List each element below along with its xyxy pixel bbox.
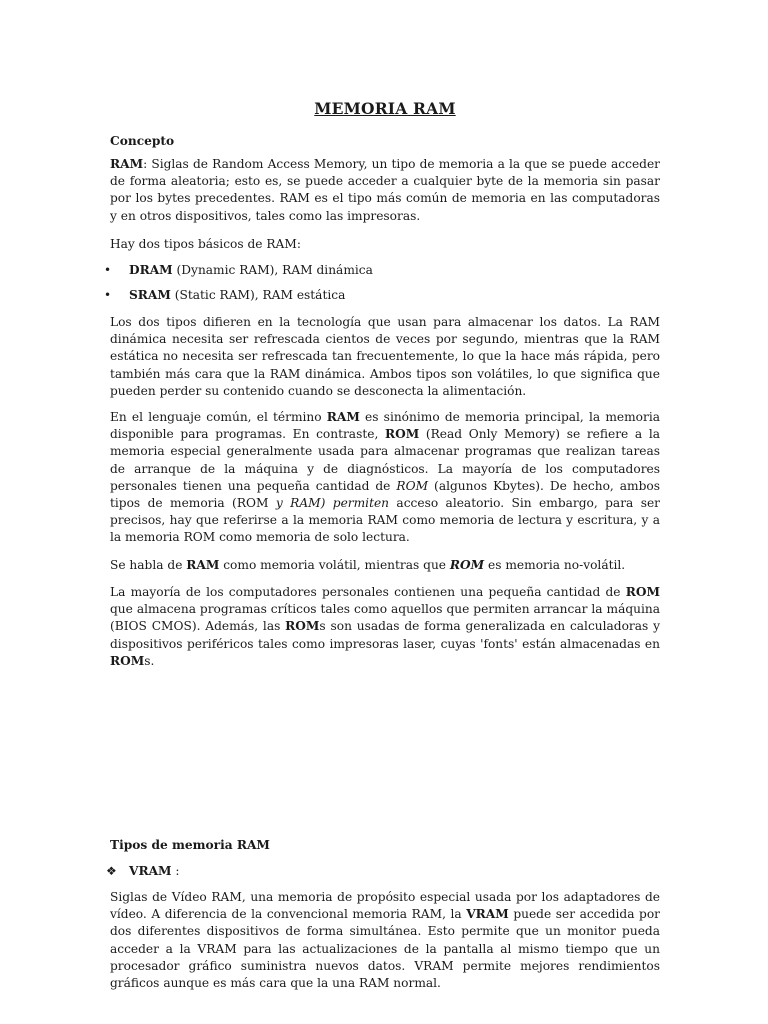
diamond-bullet-icon: ❖ <box>106 864 117 878</box>
term-rom-italic: ROM <box>396 478 429 493</box>
term-ram: RAM <box>326 410 360 424</box>
term-rom-italic: ROM <box>449 558 485 572</box>
paragraph-volatile: Se habla de RAM como memoria volátil, mientras que ROM es memoria no-volátil. <box>110 558 626 572</box>
term-rom: ROM <box>384 427 420 442</box>
term-rom: ROM <box>625 585 660 599</box>
paragraph-rom-usage: La mayoría de los computadores personales contienen una pequeña cantidad de ROM que almacena programas críticos tales como aquellos que permiten arrancar la máquina (BIOS CMOS). Además, las ROMs son usadas de forma generalizada en calculadoras y dispositivos periféricos tales como impresoras laser, cuyas 'fonts' están almacenadas en ROMs. <box>110 585 660 668</box>
paragraph-two-types: Hay dos tipos básicos de RAM: <box>110 237 301 251</box>
term-ram: RAM <box>186 558 220 572</box>
section-heading-concepto: Concepto <box>110 134 175 148</box>
paragraph-differences: Los dos tipos difieren en la tecnología que usan para almacenar los datos. La RAM dinámica necesita ser refrescada cientos de veces por segundo, mientras que la RAM estática no necesita ser refrescada tan frecuentemente, lo que la hace más rápida, pero también más cara que la RAM dinámica. Ambos tipos son volátiles, lo que significa que pueden perder su contenido cuando se desconecta la alimentación. <box>110 315 660 398</box>
paragraph-ram-rom: En el lenguaje común, el término RAM es sinónimo de memoria principal, la memoria disponible para programas. En contraste, ROM (Read Only Memory) se refiere a la memoria especial generalmente usada para almacenar programas que realizan tareas de arranque de la máquina y de diagnósticos. La mayoría de los computadores personales tienen una pequeña cantidad de ROM (algunos Kbytes). De hecho, ambos tipos de memoria (ROM y RAM) permiten acceso aleatorio. Sin embargo, para ser precisos, hay que referirse a la memoria RAM como memoria de lectura y escritura, y a la memoria ROM como memoria de solo lectura. <box>110 410 660 545</box>
paragraph-ram-definition <box>110 156 660 225</box>
term-rom: ROM <box>285 619 320 634</box>
section-heading-tipos: Tipos de memoria RAM <box>110 838 270 852</box>
bullet-icon: • <box>104 263 112 277</box>
paragraph-vram: Siglas de Vídeo RAM, una memoria de propósito especial usada por los adaptadores de vídeo. A diferencia de la convencional memoria RAM, la VRAM puede ser accedida por dos diferentes dispositivos de forma simultánea. Esto permite que un monitor pueda acceder a la VRAM para las actualizaciones de la pantalla al mismo tiempo que un procesador gráfico suministra nuevos datos. VRAM permite mejores rendimientos gráficos aunque es más cara que la una RAM normal. <box>110 890 661 991</box>
list-item-text: (Dynamic RAM), RAM dinámica <box>172 263 373 277</box>
list-item-text: (Static RAM), RAM estática <box>170 288 346 302</box>
term-rom: ROM <box>110 653 145 668</box>
term-ram: RAM <box>110 157 144 171</box>
term-sram: SRAM <box>129 288 171 302</box>
bullet-icon: • <box>104 288 112 302</box>
term-dram: DRAM <box>129 263 173 277</box>
paragraph-text: : Siglas de Random Access Memory, un tipo de memoria a la que se puede acceder de forma aleatoria; esto es, se puede acceder a cualquier byte de la memoria sin pasar por los bytes precedentes. RAM es el tipo más común de memoria en las computadoras y en otros dispositivos, tales como las impresoras. <box>110 157 660 223</box>
page-title: MEMORIA RAM <box>314 99 456 118</box>
term-vram: VRAM <box>466 907 509 922</box>
term-vram: VRAM <box>129 864 172 878</box>
